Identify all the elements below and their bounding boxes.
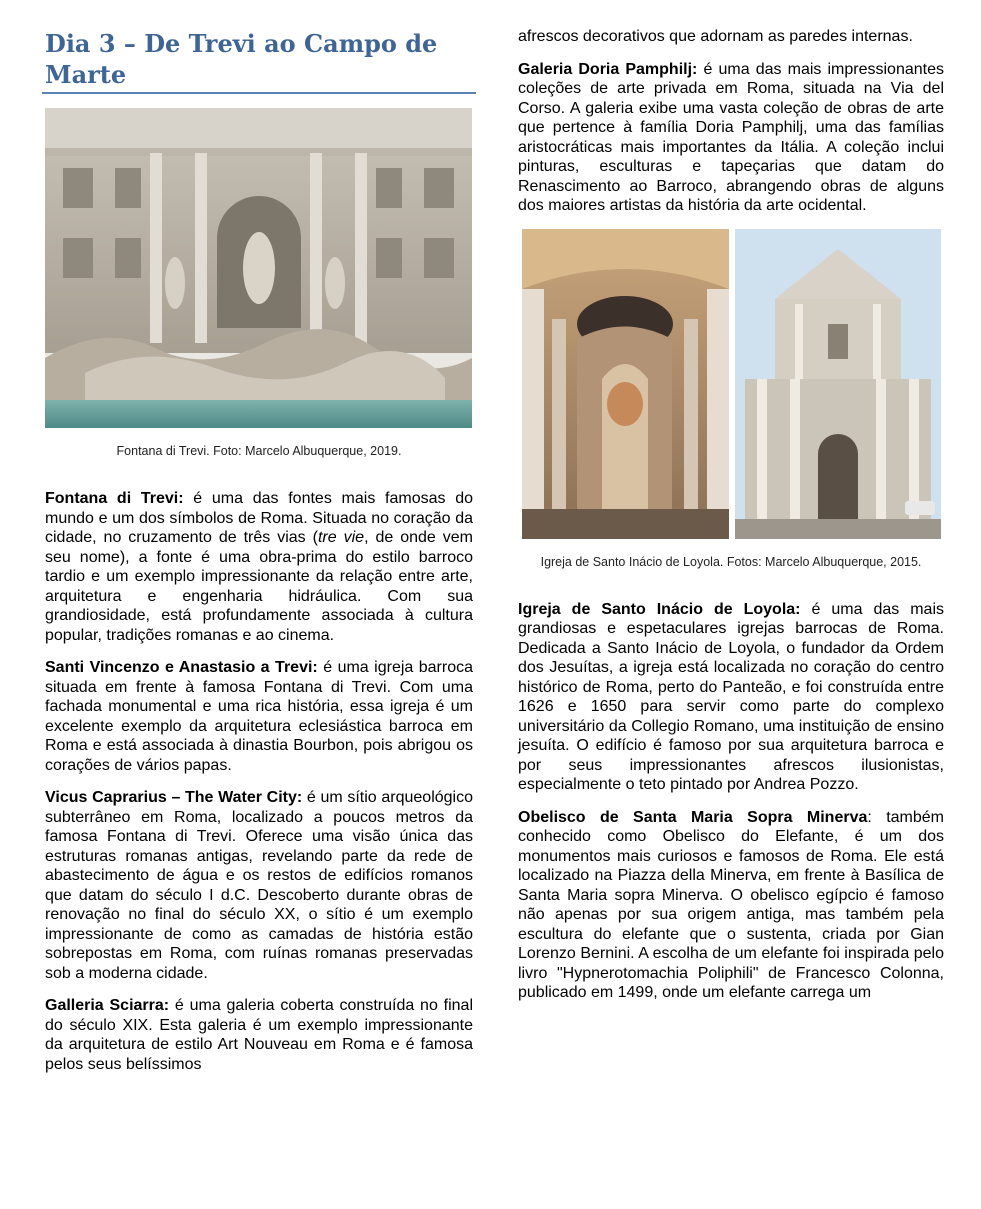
paragraph-vicus-caprarius: Vicus Caprarius – The Water City: é um sítio arqueológico subterrâneo em Roma, localizado a poucos metros da famosa Fontana di Trevi. Oferece uma visão única das estruturas romanas antigas, revelando parte da rede de abastecimento de água e os restos de edifícios romanos que datam do século I d.C. Descoberto durante obras de renovação no final do século XX, o sítio é um exemplo impressionante de como as camadas de história estão sobrepostas em Roma, com ruínas romanas preservadas sob a moderna cidade. [45,789,474,982]
paragraph-galleria-sciarra: Galleria Sciarra: é uma galeria coberta construída no final do século XIX. Esta galeria é um exemplo impressionante da arquitetura de estilo Art Nouveau em Roma e é famosa pelos seus belíssimos [45,997,473,1073]
trevi-fountain-image [45,108,472,428]
paragraph-santi-vincenzo: Santi Vincenzo e Anastasio a Trevi: é uma igreja barroca situada em frente à famosa Fontana di Trevi. Com uma fachada monumental e uma rica história, essa igreja é um excelente exemplo da arquitetura eclesiástica barroca em Roma e está associada à dinastia Bourbon, pois abrigou os corações de vários papas. [45,659,474,774]
page-title: Dia 3 – De Trevi ao Campo de Marte [45,29,438,89]
paragraph-fontana-di-trevi: Fontana di Trevi: é uma das fontes mais famosas do mundo e um dos símbolos de Roma. Situada no coração da cidade, no cruzamento de três vias (tre vie, de onde vem seu nome), a fonte é uma obra-prima do estilo barroco tardio e um exemplo impressionante da relação entre arte, arquitetura e engenharia hidráulica. Com sua grandiosidade, está profundamente associada à cultura popular, tradições romanas e ao cinema. [45,490,474,644]
loyola-interior-photo [522,229,729,539]
trevi-photo-caption: Fontana di Trevi. Foto: Marcelo Albuquerque, 2019. [116,444,402,458]
right-column [518,0,944,1016]
paragraph-heading: Galeria Doria Pamphilj: [518,60,698,78]
paragraph-heading: Obelisco de Santa Maria Sopra Minerva [518,808,868,826]
paragraph-heading: Fontana di Trevi: [45,490,184,507]
loyola-photos-caption: Igreja de Santo Inácio de Loyola. Fotos: Marcelo Albuquerque, 2015. [540,554,922,569]
paragraph-galleria-sciarra-continued: afrescos decorativos que adornam as paredes internas. [518,28,913,45]
italic-term: tre vie [317,529,365,546]
paragraph-heading: Vicus Caprarius – The Water City: [45,789,303,806]
paragraph-doria-pamphilj: Galeria Doria Pamphilj: é uma das mais impressionantes coleções de arte privada em Roma, situada na Via del Corso. A galeria exibe uma vasta coleção de obras de arte que pertence à família Doria Pamphilj, uma das famílias aristocráticas mais importantes da Itália. A coleção inclui pinturas, esculturas e tapeçarias que datam do Renascimento ao Barroco, abrangendo obras de alguns dos maiores artistas da história da arte ocidental. [518,60,944,214]
loyola-photos [522,229,944,539]
paragraph-heading: Santi Vincenzo e Anastasio a Trevi: [45,659,318,676]
loyola-facade-photo [735,229,941,539]
title-underline [42,92,476,94]
paragraph-heading: Galleria Sciarra: [45,997,170,1014]
trevi-photo [45,108,472,428]
paragraph-santo-inacio-de-loyola: Igreja de Santo Inácio de Loyola: é uma das mais grandiosas e espetaculares igrejas barrocas de Roma. Dedicada a Santo Inácio de Loyola, o fundador da Ordem dos Jesuítas, a igreja está localizada no coração do centro histórico de Roma, perto do Panteão, e foi construída entre 1626 e 1650 para servir como parte do complexo universitário da Collegio Romano, uma instituição de ensino jesuíta. O edifício é famoso por sua arquitetura barroca e por seus impressionantes afrescos ilusionistas, especialmente o teto pintado por Andrea Pozzo. [518,600,944,793]
paragraph-obelisco-minerva: Obelisco de Santa Maria Sopra Minerva: também conhecido como Obelisco do Elefante, é um dos monumentos mais curiosos e famosos de Roma. Ele está localizado na Piazza della Minerva, em frente à Basílica de Santa Maria sopra Minerva. O obelisco egípcio é famoso não apenas por sua origem antiga, mas também pela escultura do elefante que o sustenta, criada por Gian Lorenzo Bernini. A escolha de um elefante foi inspirada pelo livro "Hypnerotomachia Poliphili" de Francesco Colonna, publicado em 1499, onde um elefante carrega um [518,808,945,1001]
church-interior-image [522,229,729,539]
left-column [45,0,473,1087]
paragraph-heading: Igreja de Santo Inácio de Loyola: [518,600,801,618]
church-facade-image [735,229,941,539]
